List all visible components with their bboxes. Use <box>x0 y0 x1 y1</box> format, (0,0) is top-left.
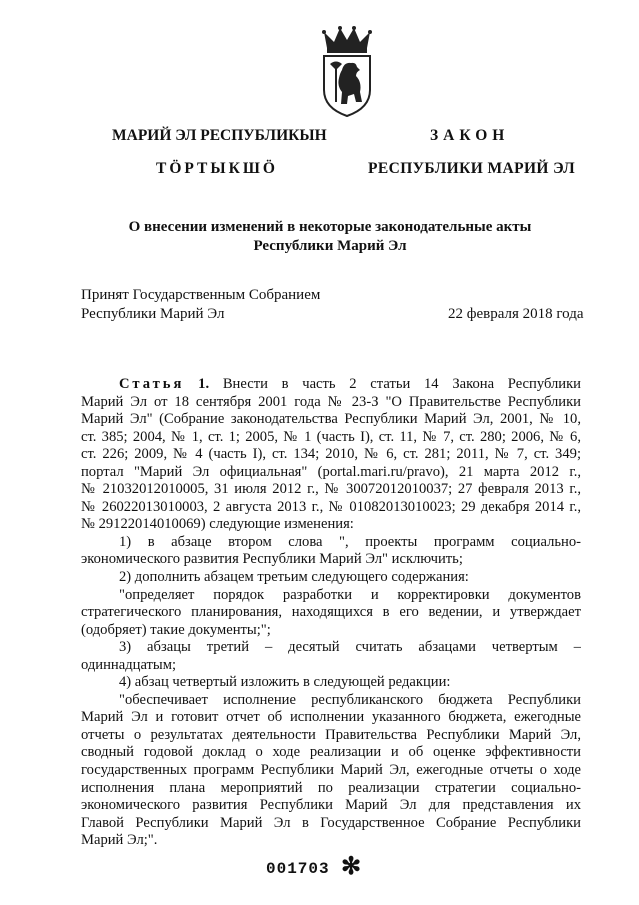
article-line: портал "Марий Эл официальная" (portal.mari.ru/pravo), 21 марта 2012 г., <box>81 463 581 480</box>
adoption-line2: Республики Марий Эл <box>81 306 225 322</box>
article-heading: Статья <box>119 376 185 392</box>
article-line: стратегического планирования, находящихся в его ведении, и утверждает <box>81 604 581 621</box>
header-republic: РЕСПУБЛИКИ МАРИЙ ЭЛ <box>368 160 576 177</box>
article-line: ст. 226; 2009, № 4 (часть I), ст. 134; 2010, № 6, ст. 281; 2011, № 7, ст. 349; <box>81 446 581 463</box>
header-law-title: ЗАКОН <box>430 127 510 144</box>
article-line: 3) абзацы третий – десятый считать абзацами четвертым – <box>119 639 581 656</box>
article-line: 4) абзац четвертый изложить в следующей редакции: <box>119 674 451 691</box>
article-line: 2) дополнить абзацем третьим следующего содержания: <box>119 569 469 586</box>
article-line: исполнения плана мероприятий по реализации стратегии социально- <box>81 779 581 796</box>
article-line: "обеспечивает исполнение республиканского бюджета Республики <box>119 691 581 708</box>
header-mari-line1: МАРИЙ ЭЛ РЕСПУБЛИКЫН <box>112 127 327 144</box>
article-line: № 26022013010003, 2 августа 2013 г., № 01082013010023; 29 декабря 2014 г., <box>81 498 581 515</box>
article-line: 1) в абзаце втором слова ", проекты программ социально- <box>119 533 581 550</box>
law-title-line1: О внесении изменений в некоторые законодательные акты <box>128 219 532 235</box>
adoption-note <box>81 286 320 324</box>
article-line: экономического развития Республики Марий Эл" исключить; <box>81 551 463 568</box>
law-title <box>80 218 580 256</box>
coat-of-arms-icon <box>320 26 374 118</box>
asterisk-mark-icon: ✻ <box>341 854 362 880</box>
law-title-line2: Республики Марий Эл <box>253 238 407 254</box>
article-text: Внести в часть 2 статьи 14 Закона Республики <box>222 376 581 392</box>
article-line: Марий Эл" (Собрание законодательства Республики Марий Эл, 2001, № 10, <box>81 411 581 428</box>
adoption-date: 22 февраля 2018 года <box>448 306 584 322</box>
article-body <box>81 376 581 850</box>
header-mari-line2: ТӦРТЫКШӦ <box>156 160 278 177</box>
article-line: (одобряет) такие документы;"; <box>81 621 271 638</box>
article-line: одиннадцатым; <box>81 656 177 673</box>
article-line: сводный годовой доклад о ходе реализации и об оценке эффективности <box>81 744 581 761</box>
article-line: ст. 385; 2004, № 1, ст. 1; 2005, № 1 (часть I), ст. 11, № 7, ст. 280; 2006, № 6, <box>81 428 581 445</box>
article-line: государственных программ Республики Марий Эл, ежегодные отчеты о ходе <box>81 762 581 779</box>
article-line: экономического развития Республики Марий Эл для представления их <box>81 797 581 814</box>
article-line: Марий Эл от 18 сентября 2001 года № 23-З "О Правительстве Республики <box>81 393 581 410</box>
article-line: отчеты о результатах деятельности Правительства Республики Марий Эл, <box>81 726 581 743</box>
article-line: № 29122014010069) следующие изменения: <box>81 516 354 533</box>
article-line: № 21032012010005, 31 июля 2012 г., № 30072012010037; 27 февраля 2013 г., <box>81 481 581 498</box>
article-number: 1. <box>198 376 210 392</box>
article-line: "определяет порядок разработки и корректировки документов <box>119 586 581 603</box>
serial-number: 001703 <box>266 860 330 878</box>
adoption-line1: Принят Государственным Собранием <box>81 287 321 303</box>
article-line: Главой Республики Марий Эл в Государственное Собрание Республики <box>81 814 581 831</box>
article-line: Марий Эл и готовит отчет об исполнении указанного бюджета, ежегодные <box>81 709 581 726</box>
article-line: Марий Эл;". <box>81 832 158 849</box>
article-line <box>81 376 581 394</box>
